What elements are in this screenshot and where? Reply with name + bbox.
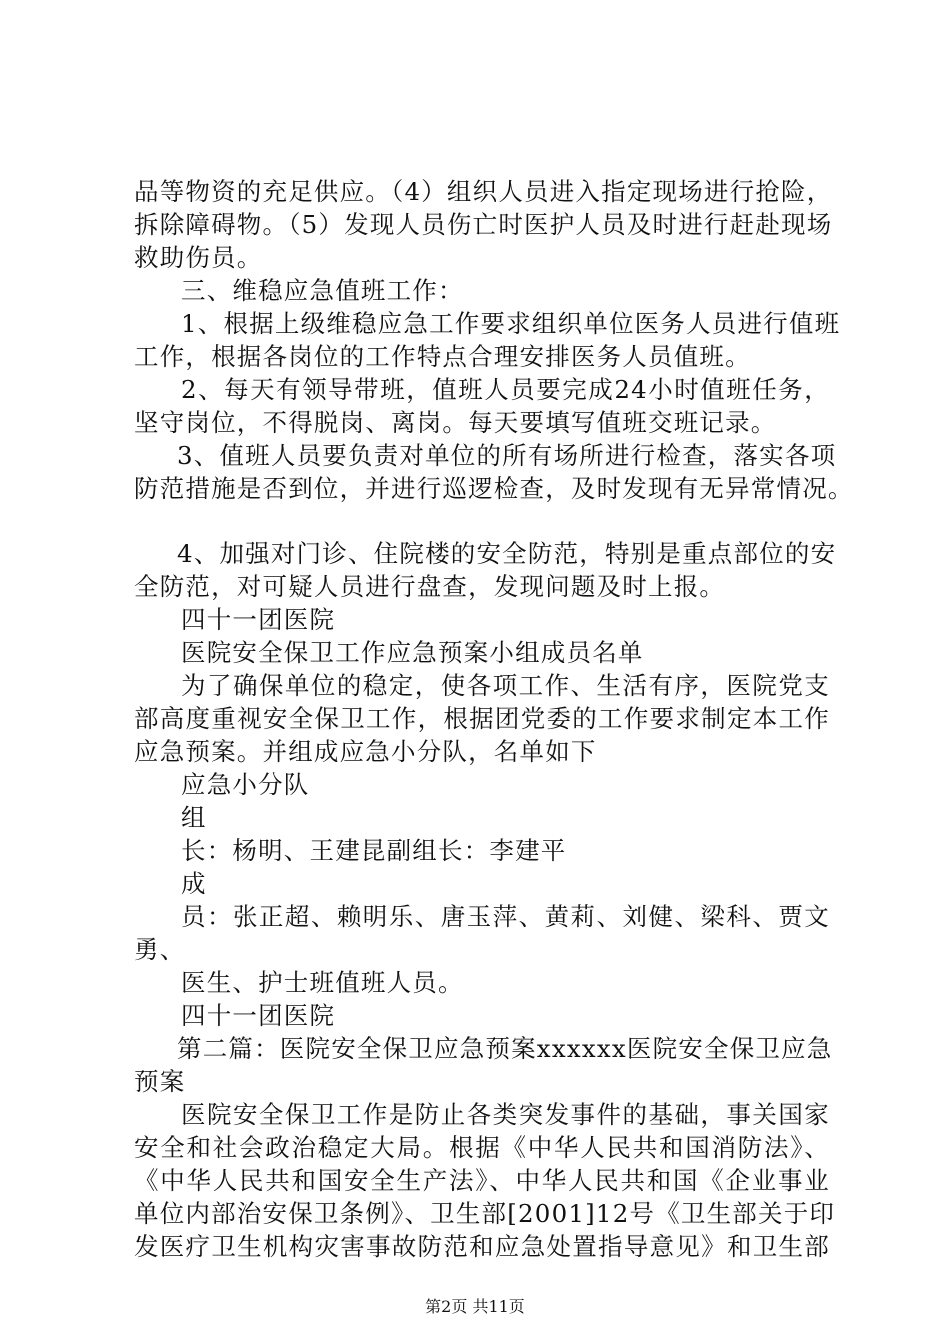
text-line: 应急预案。并组成应急小分队，名单如下 [134, 737, 597, 766]
text-line: 医院安全保卫工作是防止各类突发事件的基础，事关国家 [181, 1100, 830, 1129]
text-line: 单位内部治安保卫条例》、卫生部[2001]12号《卫生部关于印 [134, 1199, 836, 1228]
text-line: 长：杨明、王建昆副组长：李建平 [181, 836, 567, 865]
text-line: 成 [181, 869, 207, 898]
list-title: 医院安全保卫工作应急预案小组成员名单 [181, 638, 644, 667]
section-heading: 三、维稳应急值班工作： [181, 276, 464, 305]
text-line: 1、根据上级维稳应急工作要求组织单位医务人员进行值班 [181, 309, 841, 338]
team-label: 应急小分队 [181, 770, 310, 799]
text-line: 拆除障碍物。（5）发现人员伤亡时医护人员及时进行赶赴现场 [134, 210, 833, 239]
text-line: 安全和社会政治稳定大局。根据《中华人民共和国消防法》、 [134, 1133, 830, 1162]
chapter-heading: 第二篇：医院安全保卫应急预案xxxxxx医院安全保卫应急 [177, 1034, 833, 1063]
text-line: 全防范，对可疑人员进行盘查，发现问题及时上报。 [134, 572, 726, 601]
text-line: 组 [181, 803, 207, 832]
organization-name: 四十一团医院 [181, 1001, 336, 1030]
text-line: 员：张正超、赖明乐、唐玉萍、黄莉、刘健、梁科、贾文 [181, 902, 830, 931]
text-line: 工作，根据各岗位的工作特点合理安排医务人员值班。 [134, 342, 751, 371]
text-line: 为了确保单位的稳定，使各项工作、生活有序，医院党支 [181, 671, 830, 700]
text-line: 勇、 [134, 935, 186, 964]
text-line: 坚守岗位，不得脱岗、离岗。每天要填写值班交班记录。 [134, 408, 777, 437]
text-line: 《中华人民共和国安全生产法》、中华人民共和国《企业事业 [134, 1166, 830, 1195]
text-line: 防范措施是否到位，并进行巡逻检查，及时发现有无异常情况。 [134, 474, 854, 503]
page-number: 第2页 共11页 [425, 1297, 525, 1316]
text-line: 医生、护士班值班人员。 [181, 968, 464, 997]
text-line: 2、每天有领导带班，值班人员要完成24小时值班任务， [181, 375, 830, 404]
text-line: 3、值班人员要负责对单位的所有场所进行检查，落实各项 [177, 441, 837, 470]
text-line: 发医疗卫生机构灾害事故防范和应急处置指导意见》和卫生部 [134, 1232, 830, 1261]
text-line: 预案 [134, 1067, 186, 1096]
text-line: 品等物资的充足供应。（4）组织人员进入指定现场进行抢险， [134, 177, 833, 206]
text-line: 救助伤员。 [134, 243, 263, 272]
text-line: 4、加强对门诊、住院楼的安全防范，特别是重点部位的安 [177, 539, 837, 568]
organization-name: 四十一团医院 [181, 605, 336, 634]
text-line: 部高度重视安全保卫工作，根据团党委的工作要求制定本工作 [134, 704, 830, 733]
